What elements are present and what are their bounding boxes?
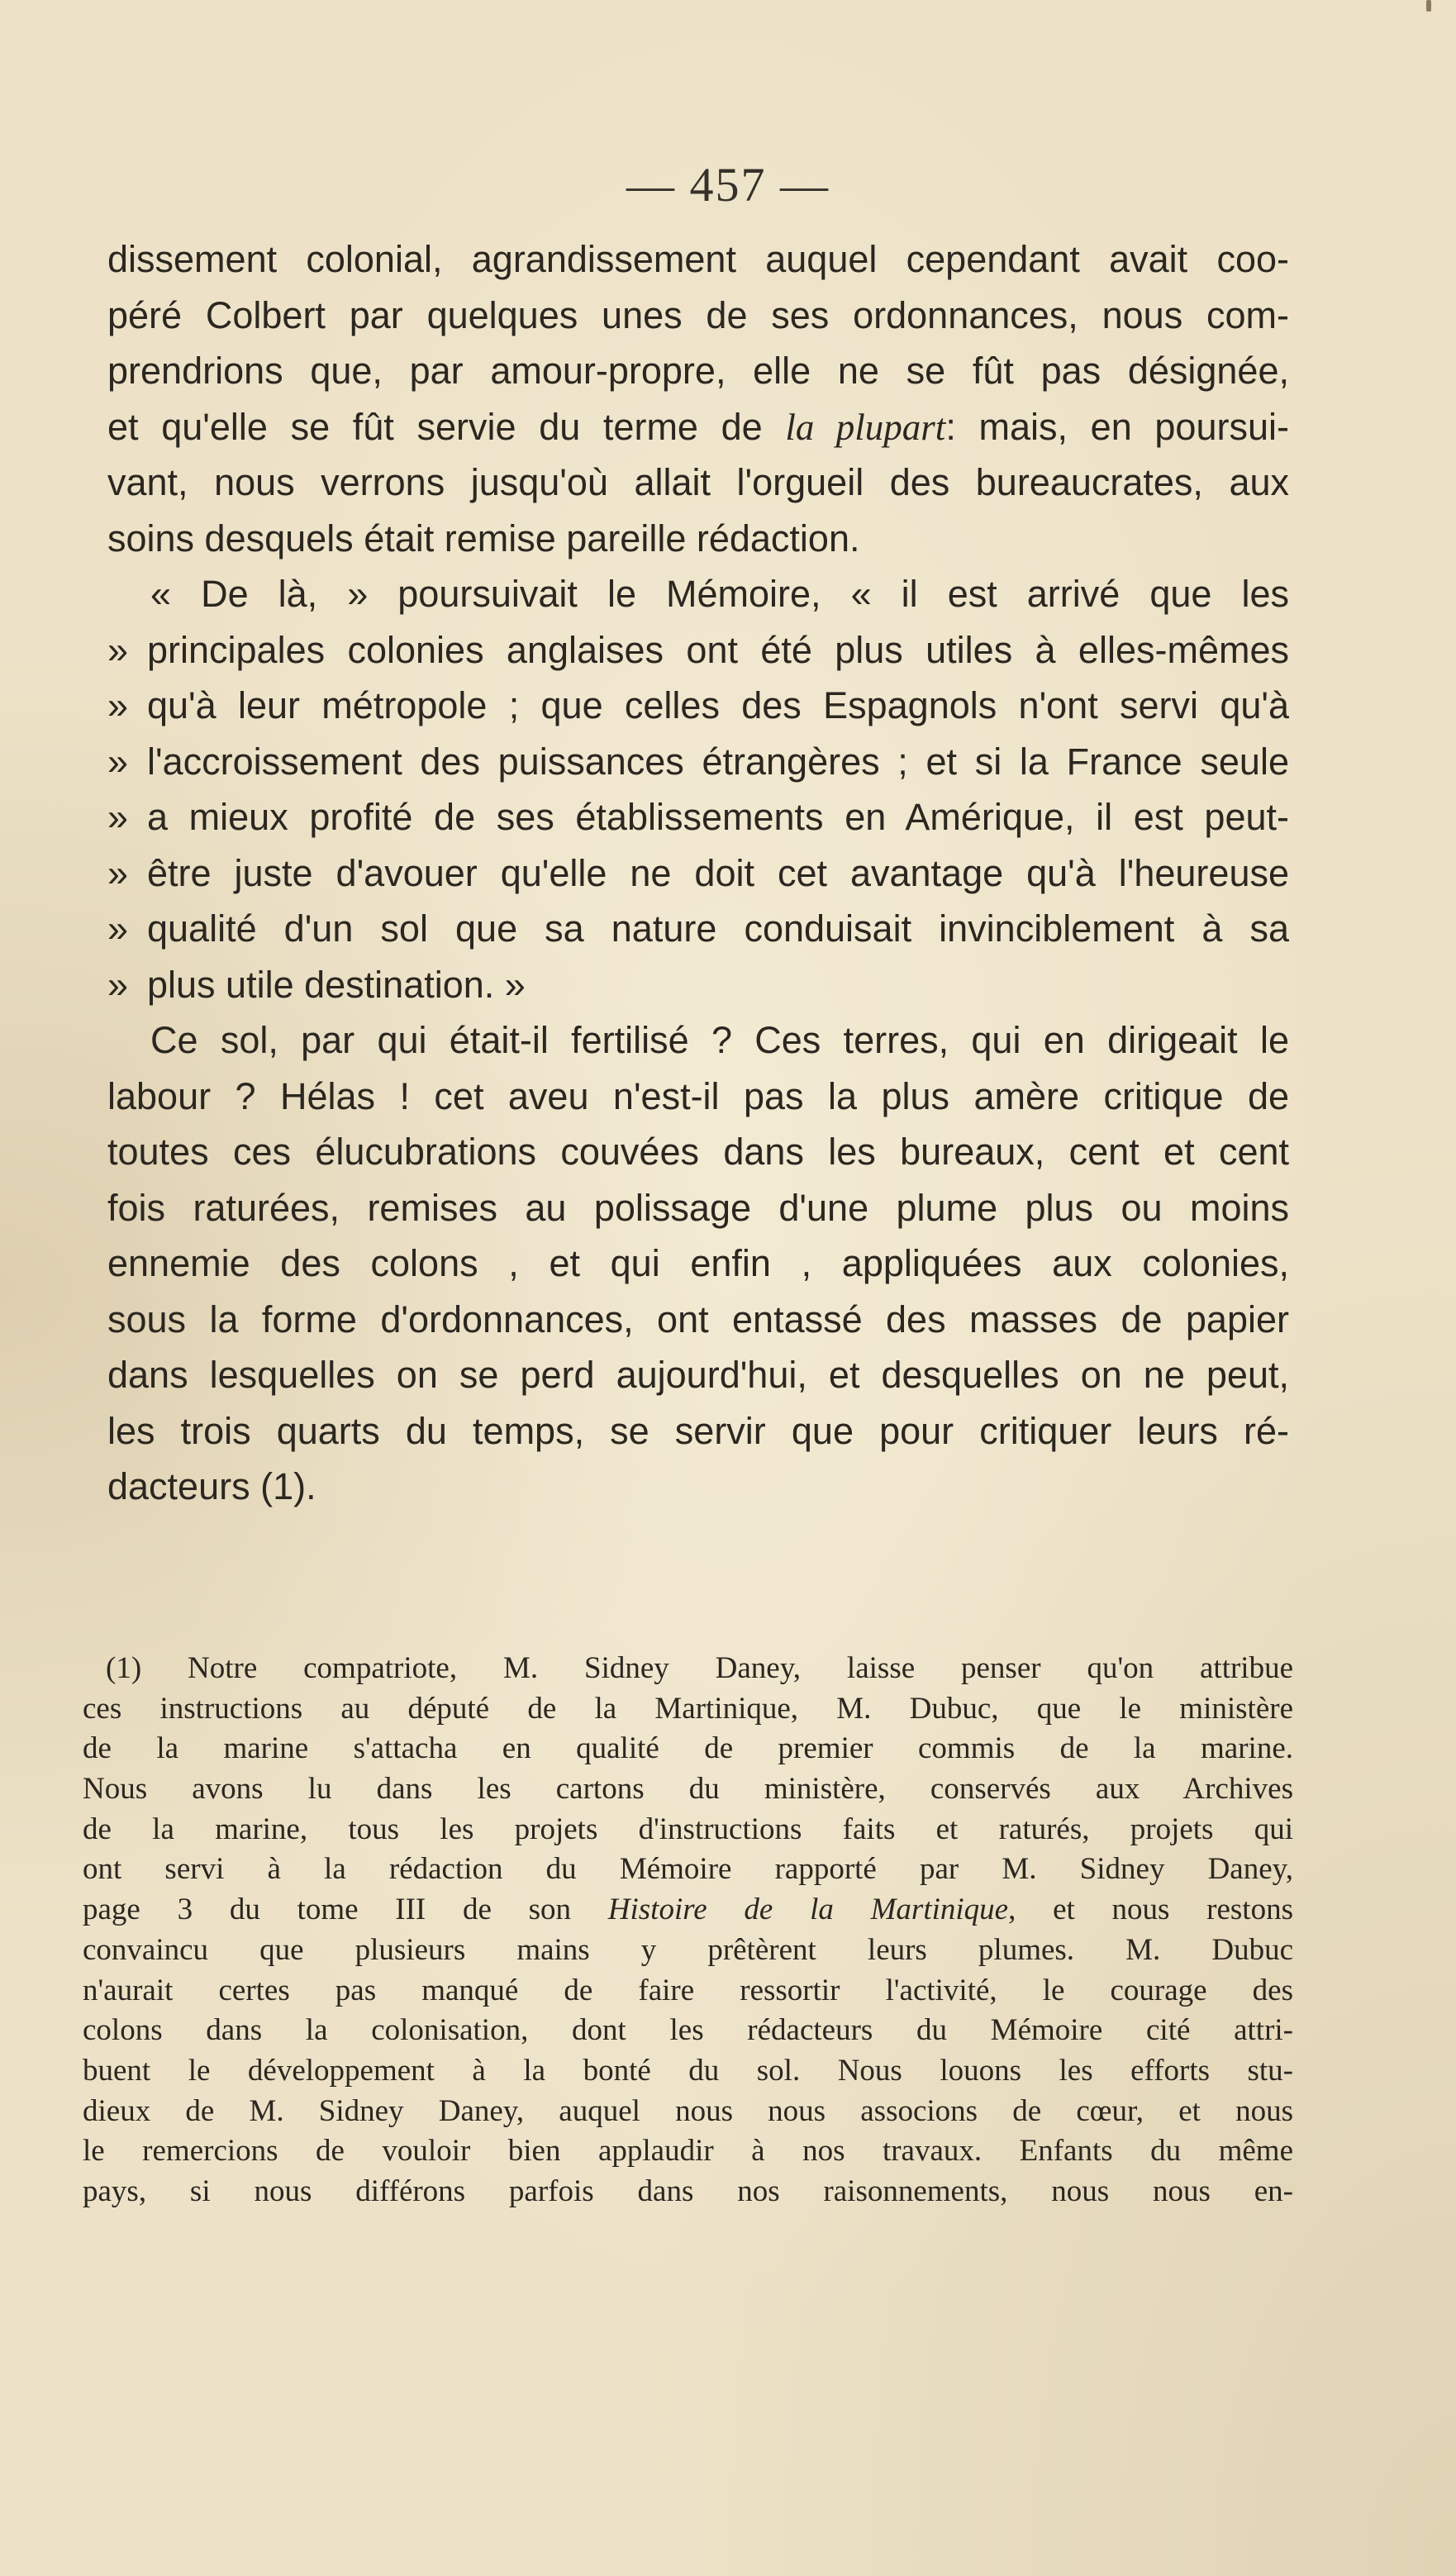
footnote-line: convaincu que plusieurs mains y prêtèrent leurs plumes. M. Dubuc (83, 1932, 1293, 1967)
paragraph-line: Ce sol, par qui était-il fertilisé ? Ces terres, qui en dirigeait le (150, 1019, 1289, 1061)
quote-continuation-mark: » (107, 963, 129, 1006)
paragraph-line: fois raturées, remises au polissage d'une plume plus ou moins (107, 1186, 1289, 1229)
footnote-line: buent le développement à la bonté du sol. Nous louons les efforts stu- (83, 2053, 1293, 2088)
quote-continuation-mark: » (107, 907, 129, 950)
paragraph-line: soins desquels était remise pareille rédaction. (107, 517, 860, 559)
quote-continuation-mark: » (107, 796, 129, 838)
paragraph-line-text: qu'à leur métropole ; que celles des Espagnols n'ont servi qu'à (147, 684, 1289, 726)
paragraph-line (107, 789, 1289, 845)
italic-title: Histoire de la Martinique (607, 1893, 1009, 1927)
page-number: — 457 — (626, 158, 830, 212)
footnote-line: Nous avons lu dans les cartons du ministère, conservés aux Archives (83, 1772, 1293, 1807)
paragraph-line (107, 957, 1289, 1013)
footnote (83, 1649, 1293, 2212)
paragraph-line-text: et qu'elle se fût servie du terme de (107, 405, 786, 448)
paragraph-line: dans lesquelles on se perd aujourd'hui, et desquelles on ne peut, (107, 1354, 1289, 1396)
footnote-line: ces instructions au député de la Martinique, M. Dubuc, que le ministère (83, 1691, 1293, 1726)
paragraph-line-text: être juste d'avouer qu'elle ne doit cet avantage qu'à l'heureuse (147, 851, 1289, 894)
paragraph-line: dacteurs (1). (107, 1465, 316, 1507)
footnote-line: de la marine, tous les projets d'instructions faits et raturés, projets qui (83, 1812, 1293, 1846)
paragraph-line: toutes ces élucubrations couvées dans les bureaux, cent et cent (107, 1131, 1289, 1173)
paragraph-line: prendrions que, par amour-propre, elle ne se fût pas désignée, (107, 350, 1289, 392)
quote-continuation-mark: » (107, 740, 129, 783)
paragraph-line: péré Colbert par quelques unes de ses ordonnances, nous com- (107, 293, 1289, 336)
footnote-line (83, 1890, 1293, 1931)
main-text-body (107, 231, 1289, 1515)
paragraph-line (107, 734, 1289, 790)
footnote-line: pays, si nous différons parfois dans nos raisonnements, nous nous en- (83, 2174, 1293, 2208)
paragraph-line (107, 399, 1289, 455)
paragraph-line-text: a mieux profité de ses établissements en Amérique, il est peut- (147, 796, 1289, 838)
paragraph-line (107, 622, 1289, 679)
quote-continuation-mark: » (107, 851, 129, 894)
quote-continuation-mark: » (107, 684, 129, 726)
paragraph-line-text: principales colonies anglaises ont été plus utiles à elles-mêmes (147, 628, 1289, 671)
footnote-line: n'aurait certes pas manqué de faire ressortir l'activité, le courage des (83, 1973, 1293, 2007)
paragraph-line-text: plus utile destination. » (147, 963, 526, 1006)
footnote-line: colons dans la colonisation, dont les rédacteurs du Mémoire cité attri- (83, 2013, 1293, 2048)
footnote-line: dieux de M. Sidney Daney, auquel nous nous associons de cœur, et nous (83, 2093, 1293, 2128)
footnote-line: ont servi à la rédaction du Mémoire rapporté par M. Sidney Daney, (83, 1852, 1293, 1887)
footnote-line: de la marine s'attacha en qualité de premier commis de la marine. (83, 1731, 1293, 1766)
paragraph-line: dissement colonial, agrandissement auquel cependant avait coo- (107, 238, 1289, 280)
paragraph-line (107, 678, 1289, 734)
footnote-line-text: , et nous restons (1008, 1893, 1293, 1927)
footnote-line: le remercions de vouloir bien applaudir à nos travaux. Enfants du même (83, 2134, 1293, 2169)
paragraph-line: « De là, » poursuivait le Mémoire, « il est arrivé que les (150, 573, 1289, 615)
page-corner-mark (1426, 0, 1431, 12)
footnote-line: (1) Notre compatriote, M. Sidney Daney, laisse penser qu'on attribue (106, 1651, 1293, 1685)
paragraph-line: ennemie des colons , et qui enfin , appliquées aux colonies, (107, 1242, 1289, 1284)
paragraph-line: sous la forme d'ordonnances, ont entassé des masses de papier (107, 1298, 1289, 1340)
paragraph-line (107, 901, 1289, 957)
paragraph-line: labour ? Hélas ! cet aveu n'est-il pas la plus amère critique de (107, 1074, 1289, 1117)
paragraph-line: vant, nous verrons jusqu'où allait l'orgueil des bureaucrates, aux (107, 461, 1289, 503)
quote-continuation-mark: » (107, 628, 129, 671)
footnote-line-text: page 3 du tome III de son (83, 1893, 608, 1927)
paragraph-line-text: l'accroissement des puissances étrangères ; et si la France seule (147, 740, 1289, 783)
paragraph-line-text: : mais, en poursui- (945, 405, 1289, 448)
paragraph-line (107, 845, 1289, 902)
paragraph-line: les trois quarts du temps, se servir que pour critiquer leurs ré- (107, 1409, 1289, 1452)
paragraph-line-text: qualité d'un sol que sa nature conduisait invinciblement à sa (147, 907, 1289, 950)
italic-title: la plupart (785, 406, 946, 448)
